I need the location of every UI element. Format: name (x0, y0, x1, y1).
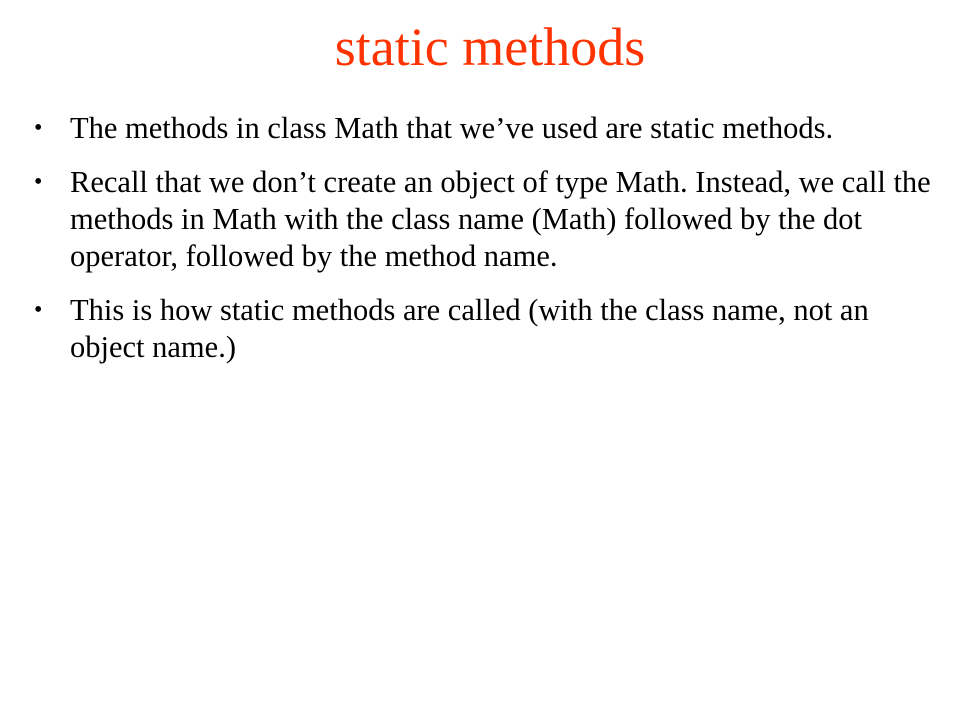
bullet-text: This is how static methods are called (with the class name, not an object name.) (70, 293, 869, 364)
bullet-list (34, 110, 949, 383)
bullet-item (34, 110, 949, 147)
bullet-item (34, 292, 949, 366)
bullet-text: Recall that we don’t create an object of type Math. Instead, we call the methods in Math with the class name (Math) followed by the dot operator, followed by the method name. (70, 165, 931, 273)
bullet-icon: • (34, 297, 43, 323)
bullet-icon: • (34, 115, 43, 141)
slide-title: static methods (334, 17, 646, 77)
bullet-text: The methods in class Math that we’ve used are static methods. (70, 111, 834, 145)
bullet-icon: • (34, 169, 43, 195)
bullet-item (34, 164, 949, 275)
